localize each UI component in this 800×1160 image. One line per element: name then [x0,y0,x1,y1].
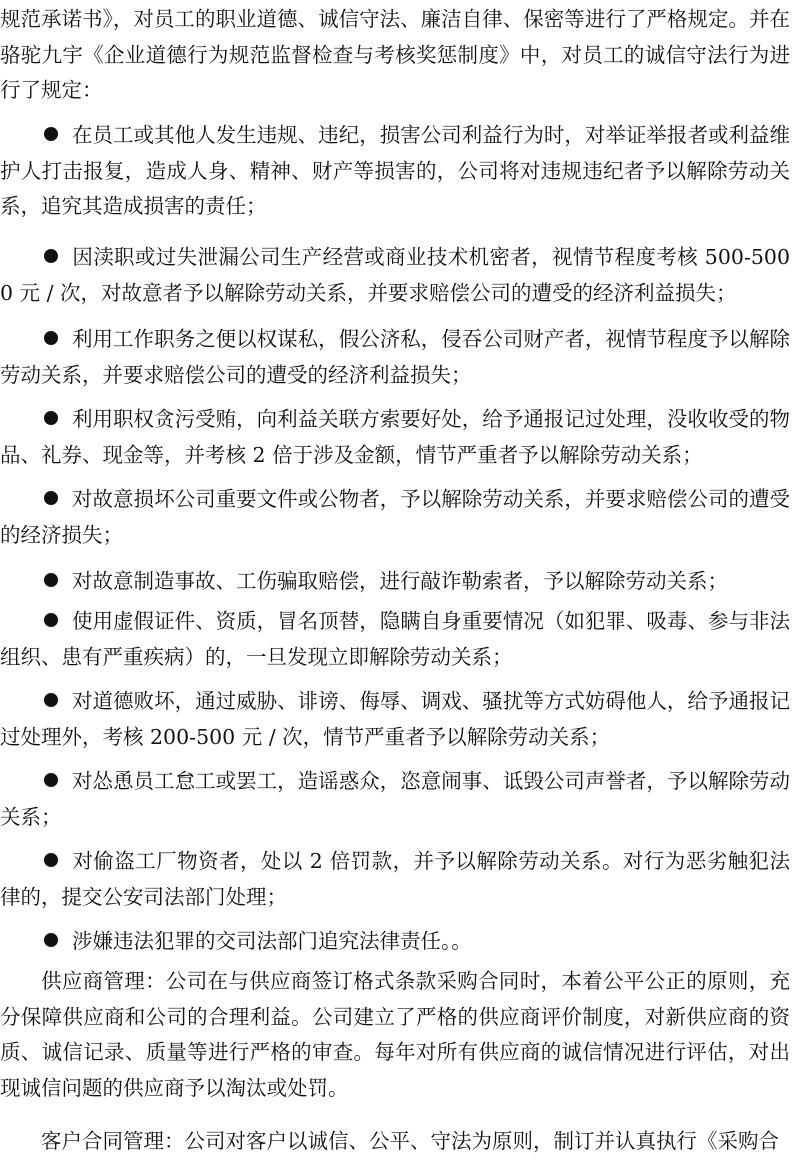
bullet-dot-icon [44,613,58,627]
bullet-dot-icon [44,693,58,707]
rule-text: 在员工或其他人发生违规、违纪，损害公司利益行为时，对举证举报者或利益维护人打击报复，造成人身、精神、财产等损害的，公司将对违规违纪者予以解除劳动关系，追究其造成损害的责任； [0,123,790,218]
rule-item [0,684,790,755]
rule-item [0,564,790,600]
rule-text: 利用工作职务之便以权谋私，假公济私，侵吞公司财产者，视情节程度予以解除劳动关系，并要求赔偿公司的遭受的经济利益损失； [0,327,790,387]
rule-item [0,402,790,473]
rule-item [0,240,790,311]
rule-text: 涉嫌违法犯罪的交司法部门追究法律责任。。 [72,929,472,953]
customer-paragraph [0,1124,790,1160]
bullet-dot-icon [44,331,58,345]
bullet-dot-icon [44,933,58,947]
rule-text: 对偷盗工厂物资者，处以 2 倍罚款，并予以解除劳动关系。对行为恶劣触犯法律的，提交公安司法部门处理； [0,849,790,909]
rule-text: 对故意制造事故、工伤骗取赔偿，进行敲诈勒索者，予以解除劳动关系； [72,569,728,593]
rule-text: 使用虚假证件、资质，冒名顶替，隐瞒自身重要情况（如犯罪、吸毒、参与非法组织、患有严重疾病）的，一旦发现立即解除劳动关系； [0,609,790,669]
rule-text: 对怂恿员工怠工或罢工，造谣惑众，恣意闹事、诋毁公司声誉者，予以解除劳动关系； [0,769,790,829]
rule-text: 因渎职或过失泄漏公司生产经营或商业技术机密者，视情节程度考核 500-5000 元 / 次，对故意者予以解除劳动关系，并要求赔偿公司的遭受的经济利益损失； [0,245,790,305]
bullet-dot-icon [44,491,58,505]
bullet-dot-icon [44,573,58,587]
rule-text: 对故意损坏公司重要文件或公物者，予以解除劳动关系，并要求赔偿公司的遭受的经济损失； [0,487,790,547]
customer-text: 公司对客户以诚信、公平、守法为原则，制订并认真执行《采购合 [184,1129,779,1153]
rule-item [0,764,790,835]
customer-term: 客户合同管理： [41,1129,185,1153]
supplier-text: 公司在与供应商签订格式条款采购合同时，本着公平公正的原则，充分保障供应商和公司的合理利益。公司建立了严格的供应商评价制度，对新供应商的资质、诚信记录、质量等进行严格的审查。每年对所有供应商的诚信情况进行评估，对出现诚信问题的供应商予以淘汰或处罚。 [0,969,791,1100]
rule-item [0,322,790,393]
bullet-dot-icon [44,773,58,787]
rule-item [0,844,790,915]
bullet-dot-icon [44,411,58,425]
supplier-paragraph [0,964,790,1106]
rule-text: 利用职权贪污受贿，向利益关联方索要好处，给予通报记过处理，没收收受的物品、礼券、现金等，并考核 2 倍于涉及金额，情节严重者予以解除劳动关系； [0,407,790,467]
rule-text: 对道德败坏，通过威胁、诽谤、侮辱、调戏、骚扰等方式妨碍他人，给予通报记过处理外，考核 200-500 元 / 次，情节严重者予以解除劳动关系； [0,689,790,749]
rule-item [0,118,790,225]
supplier-term: 供应商管理： [41,969,166,993]
rule-item [0,482,790,553]
rule-item [0,924,790,960]
rule-item [0,604,790,675]
bullet-dot-icon [44,127,58,141]
bullet-dot-icon [44,249,58,263]
bullet-dot-icon [44,853,58,867]
intro-paragraph: 规范承诺书》，对员工的职业道德、诚信守法、廉洁自律、保密等进行了严格规定。并在骆驼九宇《企业道德行为规范监督检查与考核奖惩制度》中，对员工的诚信守法行为进行了规定： [0,7,790,102]
